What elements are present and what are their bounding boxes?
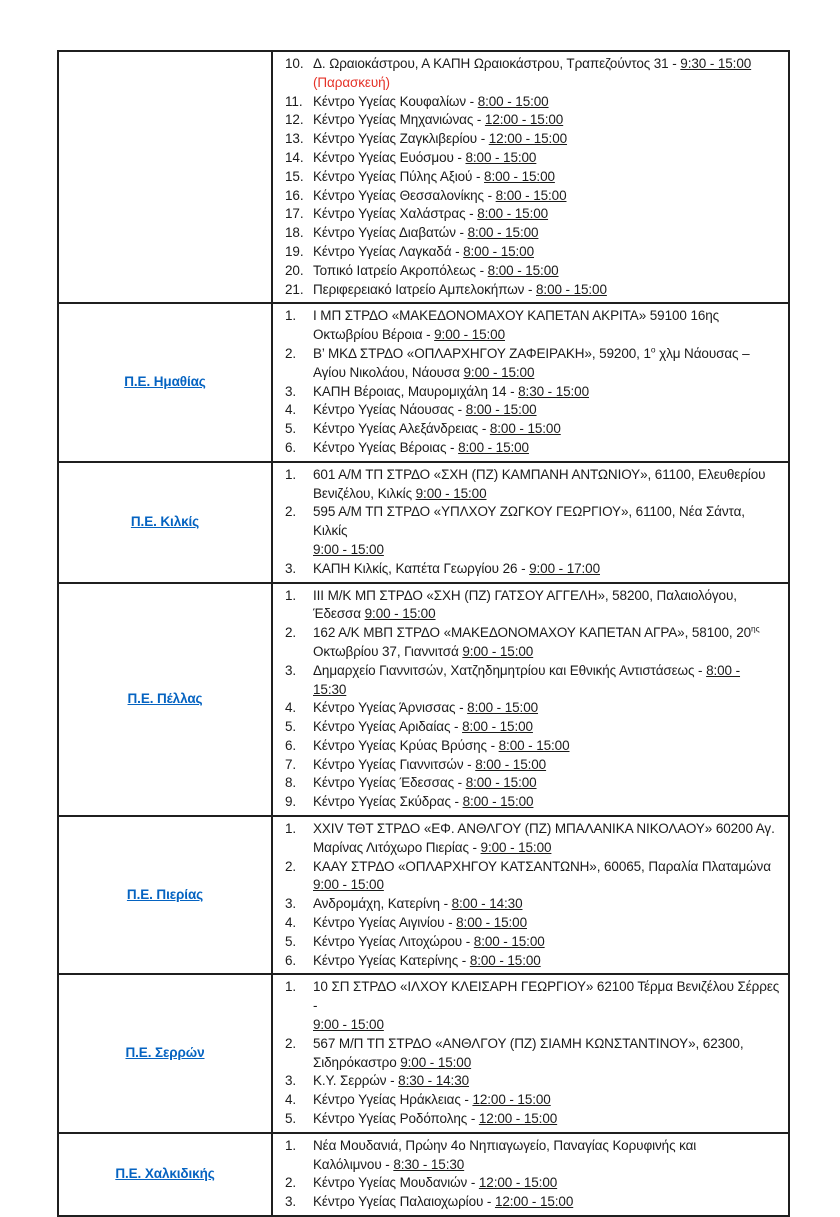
hours-text: 8:00 - 15:00	[475, 756, 547, 772]
location-text: Κέντρο Υγείας Ροδόπολης -	[313, 1111, 479, 1127]
hours-text: 8:00 - 15:00	[467, 700, 539, 716]
location-text: Κέντρο Υγείας Σκύδρας -	[313, 794, 463, 810]
location-text: Κέντρο Υγείας Μηχανιώνας -	[313, 112, 485, 128]
item-text	[313, 345, 780, 383]
location-text: Κέντρο Υγείας Λιτοχώρου -	[313, 933, 474, 949]
hours-text: 8:00 - 15:00	[498, 737, 570, 753]
hours-text: 8:00 - 15:00	[484, 168, 555, 184]
list-item	[285, 168, 780, 187]
region-cell	[58, 303, 272, 461]
item-number: 5.	[285, 421, 297, 437]
location-text: Κέντρο Υγείας Κουφαλίων -	[313, 93, 478, 109]
hours-text: 8:00 - 14:30	[451, 896, 523, 912]
location-text: 10 ΣΠ ΣΤΡΔΟ «ΙΛΧΟΥ ΚΛΕΙΣΑΡΗ ΓΕΩΡΓΙΟΥ» 62100 Τέρμα Βενιζέλου Σέρρες -	[313, 979, 780, 1014]
items-cell	[272, 816, 789, 974]
item-text	[313, 93, 780, 112]
location-text: Κέντρο Υγείας Κρύας Βρύσης -	[313, 737, 499, 753]
item-text	[313, 1072, 780, 1091]
list-item	[285, 978, 780, 1034]
location-text: Τοπικό Ιατρείο Ακροπόλεως -	[313, 262, 488, 278]
list-item	[285, 699, 780, 718]
item-number: 2.	[285, 504, 297, 520]
location-text: Δ. Ωραιοκάστρου, Α ΚΑΠΗ Ωραιοκάστρου, Τραπεζούντος 31 -	[313, 56, 681, 71]
list-item	[285, 466, 780, 504]
hours-text: 8:00 - 15:00	[477, 93, 549, 109]
list-item	[285, 774, 780, 793]
item-text	[313, 858, 780, 896]
item-number: 1.	[285, 1137, 297, 1153]
item-text	[313, 168, 780, 187]
list-item	[285, 383, 780, 402]
location-text: Δημαρχείο Γιαννιτσών, Χατζηδημητρίου και Εθνικής Αντιστάσεως -	[313, 662, 707, 678]
item-number: 6.	[285, 439, 297, 455]
hours-text: 9:00 - 15:00	[364, 606, 436, 622]
day-note: (Παρασκευή)	[313, 74, 390, 90]
item-text	[313, 1137, 780, 1175]
item-number: 1.	[285, 308, 297, 324]
item-number: 12.	[285, 112, 304, 128]
list-item	[285, 662, 780, 700]
location-text: Κέντρο Υγείας Ηράκλειας -	[313, 1092, 473, 1108]
location-text: Κέντρο Υγείας Έδεσσας -	[313, 775, 466, 791]
hours-text: 12:00 - 15:00	[478, 1111, 558, 1127]
list-item	[285, 503, 780, 559]
schedule-table-body	[58, 51, 789, 1216]
location-text: χλμ Νάουσας –	[655, 345, 750, 361]
item-number: 10.	[285, 56, 304, 71]
hours-text: 8:00 - 15:00	[495, 187, 567, 203]
location-text: 595 Α/Μ ΤΠ ΣΤΡΔΟ «ΥΠΛΧΟΥ ΖΩΓΚΟΥ ΓΕΩΡΓΙΟΥ», 61100, Νέα Σάντα, Κιλκίς	[313, 504, 745, 539]
item-text	[313, 205, 780, 224]
hours-text: 9:00 - 15:00	[313, 541, 384, 557]
item-number: 2.	[285, 345, 297, 361]
item-text	[313, 503, 780, 559]
table-row	[58, 816, 789, 974]
location-text: Σιδηρόκαστρο	[313, 1054, 401, 1070]
location-text: Κέντρο Υγείας Βέροιας -	[313, 439, 459, 455]
item-text	[313, 281, 780, 300]
item-number: 1.	[285, 821, 297, 837]
item-text	[313, 895, 780, 914]
hours-text: 8:00 - 15:00	[469, 952, 541, 968]
item-text	[313, 774, 780, 793]
item-number: 2.	[285, 1175, 297, 1191]
item-text	[313, 420, 780, 439]
item-number: 3.	[285, 896, 297, 912]
region-link[interactable]: Π.Ε. Ημαθίας	[124, 374, 206, 390]
item-text	[313, 262, 780, 281]
location-text: Αγίου Νικολάου, Νάουσα	[313, 364, 464, 380]
item-text	[313, 737, 780, 756]
list-item	[285, 933, 780, 952]
hours-text: 12:00 - 15:00	[488, 131, 568, 147]
hours-text: 9:30 - 15:00	[680, 56, 752, 71]
table-row	[58, 51, 789, 303]
item-number: 4.	[285, 700, 297, 716]
list-item	[285, 307, 780, 345]
list-item	[285, 111, 780, 130]
region-cell	[58, 462, 272, 583]
table-row	[58, 583, 789, 817]
item-number: 5.	[285, 933, 297, 949]
list-item	[285, 793, 780, 812]
location-text: 567 Μ/Π ΤΠ ΣΤΡΔΟ «ΑΝΘΛΓΟΥ (ΠΖ) ΣΙΑΜΗ ΚΩΝΣΤΑΝΤΙΝΟΥ», 62300,	[313, 1035, 744, 1051]
item-text	[313, 401, 780, 420]
item-text	[313, 587, 780, 625]
hours-text: 8:30 - 15:30	[393, 1156, 465, 1172]
superscript-text: ης	[751, 623, 760, 634]
location-text: XXIV ΤΘΤ ΣΤΡΔΟ «ΕΦ. ΑΝΘΛΓΟΥ (ΠΖ) ΜΠΑΛΑΝΙΚΑ ΝΙΚΟΛΑΟΥ» 60200 Αγ.	[313, 821, 775, 837]
location-text: Περιφερειακό Ιατρείο Αμπελοκήπων -	[313, 281, 537, 297]
list-item	[285, 858, 780, 896]
hours-text: 15:30	[313, 681, 347, 697]
location-text: ΚΑΠΗ Κιλκίς, Καπέτα Γεωργίου 26 -	[313, 560, 530, 576]
location-text: Κέντρο Υγείας Νάουσας -	[313, 402, 466, 418]
list-item	[285, 149, 780, 168]
location-text: Κέντρο Υγείας Αριδαίας -	[313, 719, 463, 735]
item-text	[313, 1091, 780, 1110]
item-number: 20.	[285, 262, 304, 278]
item-number: 2.	[285, 858, 297, 874]
list-item	[285, 895, 780, 914]
location-text: 601 Α/Μ ΤΠ ΣΤΡΔΟ «ΣΧΗ (ΠΖ) ΚΑΜΠΑΝΗ ΑΝΤΩΝΙΟΥ», 61100, Ελευθερίου	[313, 466, 766, 482]
location-text: Οκτωβρίου Βέροια -	[313, 327, 435, 343]
item-text	[313, 952, 780, 971]
location-text: Ανδρομάχη, Κατερίνη -	[313, 896, 452, 912]
location-text: Κέντρο Υγείας Κατερίνης -	[313, 952, 470, 968]
location-text: ΚΑΑΥ ΣΤΡΔΟ «ΟΠΛΑΡΧΗΓΟΥ ΚΑΤΣΑΝΤΩΝΗ», 60065, Παραλία Πλαταμώνα	[313, 858, 771, 874]
list-item	[285, 345, 780, 383]
hours-text: 8:00 - 15:00	[463, 243, 534, 259]
hours-text: 12:00 - 15:00	[484, 112, 564, 128]
item-text	[313, 1035, 780, 1073]
list-item	[285, 1174, 780, 1193]
location-text: Κέντρο Υγείας Χαλάστρας -	[313, 206, 478, 222]
region-link[interactable]: Π.Ε. Κιλκίς	[130, 513, 200, 529]
item-text	[313, 224, 780, 243]
region-link[interactable]: Π.Ε. Σερρών	[125, 1045, 205, 1061]
item-text	[313, 307, 780, 345]
item-number: 1.	[285, 979, 297, 995]
item-text	[313, 820, 780, 858]
location-text: Κέντρο Υγείας Μουδανιών -	[313, 1175, 479, 1191]
items-cell	[272, 51, 789, 303]
item-number: 13.	[285, 131, 304, 147]
list-item	[285, 205, 780, 224]
item-text	[313, 111, 780, 130]
item-text	[313, 699, 780, 718]
location-text: Κέντρο Υγείας Θεσσαλονίκης -	[313, 187, 496, 203]
hours-text: 9:00 - 15:00	[400, 1054, 472, 1070]
list-item	[285, 93, 780, 112]
hours-text: 9:00 - 15:00	[313, 877, 384, 893]
item-number: 9.	[285, 794, 297, 810]
hours-text: 9:00 - 15:00	[463, 364, 535, 380]
hours-text: 8:00 - 15:00	[489, 421, 561, 437]
list-item	[285, 560, 780, 579]
list-item	[285, 914, 780, 933]
location-text: Κέντρο Υγείας Ζαγκλιβερίου -	[313, 131, 489, 147]
item-number: 14.	[285, 149, 304, 165]
item-number: 19.	[285, 243, 304, 259]
list-item	[285, 439, 780, 458]
hours-text: 8:30 - 14:30	[398, 1073, 470, 1089]
hours-text: 12:00 - 15:00	[472, 1092, 551, 1108]
item-number: 3.	[285, 1194, 297, 1210]
item-number: 18.	[285, 225, 304, 241]
location-text: Κ.Υ. Σερρών -	[313, 1073, 399, 1089]
item-text	[313, 1193, 780, 1212]
location-text: Κέντρο Υγείας Παλαιοχωρίου -	[313, 1194, 495, 1210]
location-text: ΙΙΙ Μ/Κ ΜΠ ΣΤΡΔΟ «ΣΧΗ (ΠΖ) ΓΑΤΣΟΥ ΑΓΓΕΛΗ», 58200, Παλαιολόγου,	[313, 587, 737, 603]
item-text	[313, 756, 780, 775]
item-number: 4.	[285, 915, 297, 931]
item-text	[313, 466, 780, 504]
hours-text: 9:00 - 15:00	[313, 1017, 384, 1033]
item-text	[313, 914, 780, 933]
list-item	[285, 1110, 780, 1129]
hours-text: 8:00 - 15:00	[465, 402, 537, 418]
item-number: 15.	[285, 168, 304, 184]
list-item	[285, 281, 780, 300]
location-text: Β’ ΜΚΔ ΣΤΡΔΟ «ΟΠΛΑΡΧΗΓΟΥ ΖΑΦΕΙΡΑΚΗ», 59200, 1	[313, 345, 651, 361]
item-number: 7.	[285, 756, 297, 772]
hours-text: 8:00 - 15:00	[465, 149, 537, 165]
item-number: 16.	[285, 187, 304, 203]
list-item	[285, 756, 780, 775]
item-number: 4.	[285, 1092, 297, 1108]
location-text: Κέντρο Υγείας Ευόσμου -	[313, 149, 466, 165]
hours-text: 8:00 - 15:00	[458, 439, 529, 455]
list-item	[285, 401, 780, 420]
item-text	[313, 439, 780, 458]
item-text	[313, 243, 780, 262]
item-number: 5.	[285, 719, 297, 735]
hours-text: 9:00 - 15:00	[434, 327, 505, 343]
region-cell	[58, 816, 272, 974]
item-number: 2.	[285, 1035, 297, 1051]
location-text: Ι ΜΠ ΣΤΡΔΟ «ΜΑΚΕΔΟΝΟΜΑΧΟΥ ΚΑΠΕΤΑΝ ΑΚΡΙΤΑ» 59100 16ης	[313, 308, 720, 324]
item-number: 11.	[285, 93, 303, 109]
location-text: Κέντρο Υγείας Γιαννιτσών -	[313, 756, 476, 772]
item-number: 21.	[285, 281, 304, 297]
list-item	[285, 55, 780, 93]
item-number: 3.	[285, 1073, 297, 1089]
item-number: 17.	[285, 206, 304, 222]
hours-text: 9:00 - 17:00	[529, 560, 600, 576]
hours-text: 8:00 - 15:00	[487, 262, 559, 278]
item-text	[313, 933, 780, 952]
location-text: Κέντρο Υγείας Αλεξάνδρειας -	[313, 421, 490, 437]
hours-text: 8:00 - 15:00	[465, 775, 537, 791]
item-number: 3.	[285, 560, 297, 576]
item-number: 2.	[285, 625, 297, 641]
region-cell	[58, 51, 272, 303]
item-number: 3.	[285, 383, 297, 399]
item-text	[313, 383, 780, 402]
list-item	[285, 262, 780, 281]
location-text: ΚΑΠΗ Βέροιας, Μαυρομιχάλη 14 -	[313, 383, 519, 399]
item-text	[313, 662, 780, 700]
list-item	[285, 952, 780, 971]
table-row	[58, 974, 789, 1132]
item-text	[313, 624, 780, 662]
list-item	[285, 1091, 780, 1110]
vaccination-schedule-table	[57, 50, 790, 1217]
items-cell	[272, 462, 789, 583]
region-cell	[58, 583, 272, 817]
list-item	[285, 1072, 780, 1091]
list-item	[285, 718, 780, 737]
items-cell	[272, 303, 789, 461]
location-text: Κέντρο Υγείας Αιγινίου -	[313, 915, 457, 931]
list-item	[285, 587, 780, 625]
location-text: Κέντρο Υγείας Πύλης Αξιού -	[313, 168, 485, 184]
item-text	[313, 55, 780, 93]
location-text: Νέα Μουδανιά, Πρώην 4ο Νηπιαγωγείο, Παναγίας Κορυφινής και	[313, 1137, 697, 1153]
item-number: 4.	[285, 402, 297, 418]
hours-text: 8:00 - 15:00	[536, 281, 607, 297]
list-item	[285, 420, 780, 439]
item-text	[313, 560, 780, 579]
item-text	[313, 130, 780, 149]
hours-text: 8:00 - 15:00	[477, 206, 549, 222]
superscript-text: ο	[650, 344, 656, 355]
item-number: 5.	[285, 1111, 297, 1127]
list-item	[285, 820, 780, 858]
list-item	[285, 130, 780, 149]
region-link[interactable]: Π.Ε. Χαλκιδικής	[115, 1166, 215, 1182]
items-cell	[272, 583, 789, 817]
list-item	[285, 1035, 780, 1073]
region-link[interactable]: Π.Ε. Πέλλας	[127, 690, 203, 706]
item-text	[313, 793, 780, 812]
item-number: 1.	[285, 466, 297, 482]
item-number: 1.	[285, 587, 297, 603]
item-text	[313, 1110, 780, 1129]
item-text	[313, 978, 780, 1034]
hours-text: 8:00 - 15:00	[462, 719, 533, 735]
location-text: Έδεσσα	[313, 606, 365, 622]
hours-text: 8:30 - 15:00	[518, 383, 589, 399]
item-number: 3.	[285, 662, 297, 678]
hours-text: 8:00 - 15:00	[456, 915, 527, 931]
region-cell	[58, 1133, 272, 1216]
hours-text: 12:00 - 15:00	[478, 1175, 558, 1191]
hours-text: 8:00 -	[706, 662, 741, 678]
hours-text: 9:00 - 15:00	[480, 839, 552, 855]
hours-text: 8:00 - 15:00	[462, 794, 534, 810]
hours-text: 8:00 - 15:00	[473, 933, 545, 949]
item-number: 6.	[285, 952, 297, 968]
item-text	[313, 1174, 780, 1193]
items-cell	[272, 974, 789, 1132]
list-item	[285, 187, 780, 206]
items-cell	[272, 1133, 789, 1216]
list-item	[285, 224, 780, 243]
list-item	[285, 243, 780, 262]
region-cell	[58, 974, 272, 1132]
hours-text: 9:00 - 15:00	[415, 485, 487, 501]
location-text: Βενιζέλου, Κιλκίς	[313, 485, 416, 501]
item-text	[313, 149, 780, 168]
location-text: Κέντρο Υγείας Άρνισσας -	[313, 700, 468, 716]
region-link[interactable]: Π.Ε. Πιερίας	[126, 886, 204, 902]
hours-text: 12:00 - 15:00	[494, 1194, 574, 1210]
table-row	[58, 462, 789, 583]
location-text: 162 Α/Κ ΜΒΠ ΣΤΡΔΟ «ΜΑΚΕΔΟΝΟΜΑΧΟΥ ΚΑΠΕΤΑΝ ΑΓΡΑ», 58100, 20	[313, 625, 752, 641]
location-text: Κέντρο Υγείας Διαβατών -	[313, 225, 468, 241]
list-item	[285, 1193, 780, 1212]
table-row	[58, 1133, 789, 1216]
hours-text: 8:00 - 15:00	[467, 225, 539, 241]
hours-text: 9:00 - 15:00	[462, 643, 534, 659]
location-text: Καλόλιμνου -	[313, 1156, 394, 1172]
item-number: 8.	[285, 775, 297, 791]
item-text	[313, 718, 780, 737]
location-text: Οκτωβρίου 37, Γιαννιτσά	[313, 643, 463, 659]
item-number: 6.	[285, 737, 297, 753]
location-text: Μαρίνας Λιτόχωρο Πιερίας -	[313, 839, 481, 855]
location-text: Κέντρο Υγείας Λαγκαδά -	[313, 243, 464, 259]
list-item	[285, 624, 780, 662]
table-row	[58, 303, 789, 461]
list-item	[285, 1137, 780, 1175]
list-item	[285, 737, 780, 756]
item-text	[313, 187, 780, 206]
